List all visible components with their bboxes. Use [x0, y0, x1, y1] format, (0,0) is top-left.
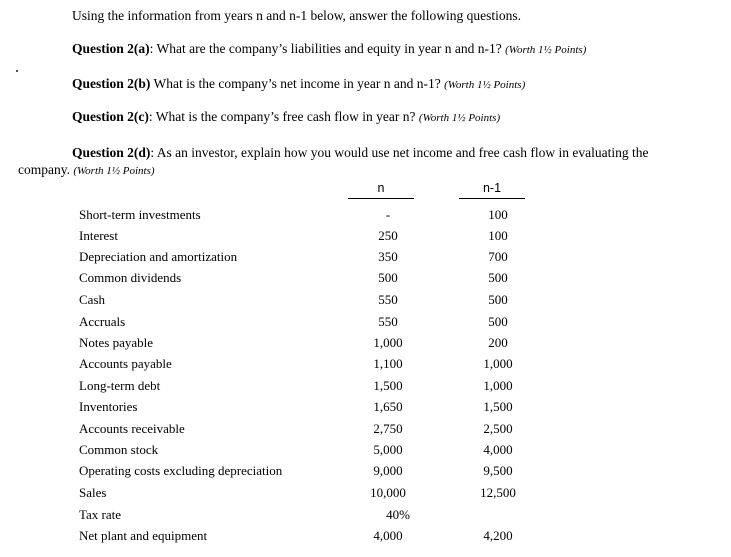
value-n: 1,500 — [373, 378, 403, 393]
row-label: Operating costs excluding depreciation — [79, 463, 283, 478]
row-label: Notes payable — [79, 335, 154, 350]
value-n: 1,100 — [373, 356, 403, 371]
question-text: What is the company’s net income in year n and n-1? — [150, 76, 441, 91]
intro-text: Using the information from years n and n-1 below, answer the following questions. — [72, 8, 522, 23]
table-row — [0, 463, 731, 484]
column-header-n: n — [348, 181, 414, 199]
value-n: 1,650 — [373, 399, 403, 414]
row-label: Depreciation and amortization — [79, 249, 238, 264]
question-worth: (Worth 1½ Points) — [505, 44, 587, 56]
question-text: : What are the company’s liabilities and equity in year n and n-1? — [149, 41, 502, 56]
value-n: 40% — [386, 507, 410, 522]
value-n-1: 200 — [488, 335, 508, 350]
value-n-1: 2,500 — [483, 421, 513, 436]
value-n: 550 — [378, 314, 398, 329]
row-label: Cash — [79, 292, 105, 307]
table-row — [0, 249, 731, 270]
question-text: company. — [18, 162, 70, 177]
value-n-1: 100 — [488, 228, 508, 243]
question-label: Question 2(b) — [72, 76, 151, 91]
value-n: 500 — [378, 270, 398, 285]
question-2d-cont — [18, 162, 155, 178]
table-row — [0, 507, 731, 528]
question-2b — [72, 76, 525, 92]
table-row — [0, 528, 731, 549]
value-n: - — [385, 207, 391, 222]
stray-dot — [16, 70, 18, 72]
row-label: Sales — [79, 485, 107, 500]
table-row — [0, 421, 731, 442]
value-n-1: 9,500 — [483, 463, 513, 478]
table-row — [0, 270, 731, 291]
table-row — [0, 356, 731, 377]
row-label: Common stock — [79, 442, 159, 457]
question-text: : As an investor, explain how you would use net income and free cash flow in evaluating the — [150, 145, 649, 160]
value-n-1: 500 — [488, 314, 508, 329]
table-row — [0, 292, 731, 313]
value-n: 250 — [378, 228, 398, 243]
question-label: Question 2(a) — [72, 41, 150, 56]
table-row — [0, 335, 731, 356]
table-row — [0, 485, 731, 506]
value-n-1: 1,500 — [483, 399, 513, 414]
question-text: : What is the company’s free cash flow in year n? — [148, 109, 416, 124]
value-n: 1,000 — [373, 335, 403, 350]
table-row — [0, 442, 731, 463]
value-n-1: 1,000 — [483, 378, 513, 393]
table-row — [0, 207, 731, 228]
value-n: 4,000 — [373, 528, 403, 543]
value-n: 2,750 — [373, 421, 403, 436]
value-n-1: 1,000 — [483, 356, 513, 371]
table-row — [0, 314, 731, 335]
row-label: Accounts payable — [79, 356, 172, 371]
value-n-1: 100 — [488, 207, 508, 222]
question-2a — [72, 41, 586, 57]
value-n-1: 500 — [488, 292, 508, 307]
row-label: Interest — [79, 228, 118, 243]
question-label: Question 2(d) — [72, 145, 151, 160]
row-label: Long-term debt — [79, 378, 161, 393]
value-n-1: 12,500 — [480, 485, 516, 500]
value-n: 5,000 — [373, 442, 403, 457]
value-n: 350 — [378, 249, 398, 264]
row-label: Accounts receivable — [79, 421, 185, 436]
value-n-1: 4,000 — [483, 442, 513, 457]
value-n-1: 500 — [488, 270, 508, 285]
row-label: Short-term investments — [79, 207, 201, 222]
value-n-1: 700 — [488, 249, 508, 264]
question-label: Question 2(c) — [72, 109, 149, 124]
value-n-1: 4,200 — [483, 528, 513, 543]
question-worth: (Worth 1½ Points) — [73, 165, 155, 177]
question-2d — [72, 145, 648, 161]
row-label: Inventories — [79, 399, 138, 414]
question-2c — [72, 109, 500, 125]
table-row — [0, 399, 731, 420]
value-n: 550 — [378, 292, 398, 307]
row-label: Accruals — [79, 314, 126, 329]
column-header-n-1: n-1 — [459, 181, 525, 199]
table-row — [0, 378, 731, 399]
row-label: Net plant and equipment — [79, 528, 208, 543]
table-row — [0, 228, 731, 249]
question-worth: (Worth 1½ Points) — [444, 79, 526, 91]
row-label: Common dividends — [79, 270, 182, 285]
value-n: 10,000 — [370, 485, 406, 500]
value-n: 9,000 — [373, 463, 403, 478]
question-worth: (Worth 1½ Points) — [418, 112, 501, 124]
row-label: Tax rate — [79, 507, 122, 522]
